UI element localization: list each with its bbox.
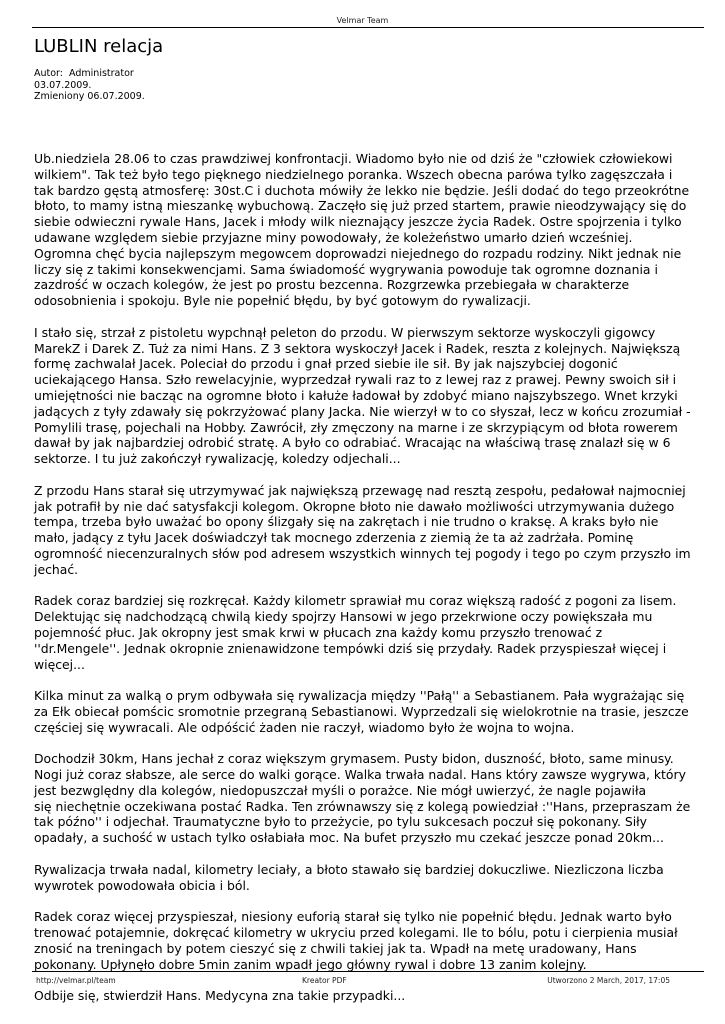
article-paragraph: Ub.niedziela 28.06 to czas prawdziwej konfrontacji. Wiadomo było nie od dziś że "człowiek człowiekowi wilkiem". Tak też było tego pięknego niedzielnego poranka. Wszech obecna parówa tylko zagęszczała i tak bardzo gęstą atmosferę: 30st.C i duchota mówiły że lekko nie będzie. Jeśli dodać do tego przeokrótne błoto, to mamy istną mieszankę wybuchową. Zaczęło się już przed startem, prawie nieodzywający się do siebie odwieczni rywale Hans, Jacek i młody wilk nieznający jeszcze życia Radek. Ostre spojrzenia i tylko udawane względem siebie przyjazne miny powodowały, że koleżeństwo umarło dzień wcześniej. Ogromna chęć bycia najlepszym megowcem doprowadzi niejednego do rozpadu rodziny. Nikt jednak nie liczy się z takimi konsekwencjami. Sama świadomość wygrywania powoduje tak ogromne doznania i zazdrość w oczach kolegów, że jest po prostu bezcenna. Rozgrzewka przebiegała w charakterze odosobnienia i spokoju. Byle nie popełnić błędu, by być gotowym do rywalizacji.	[34, 151, 690, 309]
article-paragraph: Rywalizacja trwała nadal, kilometry leciały, a błoto stawało się bardziej dokuczliwe. Niezliczona liczba wywrotek powodowała obicia i ból.	[34, 861, 664, 893]
article-body	[34, 151, 706, 1020]
footer-generator: Kreator PDF	[302, 976, 347, 985]
footer-divider	[32, 971, 704, 972]
article-paragraph: Radek coraz bardziej się rozkręcał. Każdy kilometr sprawiał mu coraz większą radość z pogoni za lisem. Delektując się nadchodzącą chwilą kiedy spojrzy Hansowi w jego przekrwione oczy powiększała mu pojemność płuc. Jak okropny jest smak krwi w płucach zna każdy komu przyszło trenować z ''dr.Mengele''. Jednak okropnie znienawidzone tempówki dziś się przydały. Radek przyspieszał więcej i więcej...	[34, 593, 677, 672]
header-divider	[32, 27, 704, 28]
article-date: 03.07.2009.	[34, 79, 92, 91]
article-meta	[34, 68, 145, 103]
article-paragraph: Dochodził 30km, Hans jechał z coraz większym grymasem. Pusty bidon, duszność, błoto, same minusy. Nogi już coraz słabsze, ale serce do walki gorące. Walka trwała nadal. Hans który zawsze wygrywa, który jest bezwględny dla kolegów, niedopuszczał myśli o porażce. Nie mógł uwierzyć, że nagle pojawiła się niechętnie oczekiwana postać Radka. Ten zrównawszy się z kolegą powiedział :''Hans, przepraszam że tak późno'' i odjechał. Traumatyczne było to przeżycie, po tylu sukcesach poczuł się pokonany. Siły opadały, a suchość w ustach tylko osłabiała moc. Na bufet przyszło mu czekać jeszcze ponad 20km...	[34, 751, 691, 846]
article-title: LUBLIN relacja	[34, 36, 164, 57]
article-paragraph: Radek coraz więcej przyspieszał, niesiony euforią starał się tylko nie popełnić błędu. Jednak warto było trenować potajemnie, dokręcać kilometry w ukryciu przed kolegami. Ile to bólu, potu i cierpienia musiał znosić na treningach by potem cieszyć się z chwili takiej jak ta. Wpadł na metę uradowany, Hans pokonany. Upłynęło dobre 5min zanim wpadł jego główny rywal i dobre 13 zanim kolejny.	[34, 909, 678, 972]
site-name-header: Velmar Team	[336, 16, 389, 25]
article-modified: Zmieniony 06.07.2009.	[34, 91, 145, 103]
footer-created-date: Utworzono 2 March, 2017, 17:05	[547, 976, 670, 985]
footer-url: http://velmar.pl/team	[36, 976, 116, 985]
article-paragraph: I stało się, strzał z pistoletu wypchnął peleton do przodu. W pierwszym sektorze wyskoczyli gigowcy MarekZ i Darek Z. Tuż za nimi Hans. Z 3 sektora wyskoczył Jacek i Radek, reszta z kolejnych. Największą formę zachwalał Jacek. Poleciał do przodu i gnał przed siebie ile sił. By jak najszybciej dogonić uciekającego Hansa. Szło rewelacyjnie, wyprzedzał rywali raz to z lewej raz z prawej. Pewny swoich sił i umiejętności nie bacząc na ogromne błoto i kałuże ładował by zdobyć miano najszybszego. Wnet krzyki jadących z tyły zdawały się pokrzyżować plany Jacka. Nie wierzył w to co słyszał, lecz w końcu zrozumiał - Pomylili trasę, pojechali na Hobby. Zawrócił, zły zmęczony na marne i ze skrzypiącym od błota rowerem dawał by jak najbardziej odrobić stratę. A było co odrabiać. Wracając na właściwą trasę znalazł się w 6 sektorze. I tu już zakończył rywalizację, koledzy odjechali...	[34, 324, 691, 467]
article-paragraph: Z przodu Hans starał się utrzymywać jak największą przewagę nad resztą zespołu, pedałował najmocniej jak potrafił by nie dać satysfakcji kolegom. Okropne błoto nie dawało możliwości utrzymywania dużego tempa, trzeba było uważać bo opony ślizgały się na zakrętach i nie trudno o kraksę. A kraks było nie mało, jadący z tyłu Jacek doświadczył tak mocnego zderzenia z ziemią że ta aż zadrżała. Pominę ogromność niecenzuralnych słów pod adresem wszystkich winnych tej pogody i tego po czym przyszło im jechać.	[34, 482, 691, 577]
article-paragraph: Kilka minut za walką o prym odbywała się rywalizacja między ''Pałą'' a Sebastianem. Pała wygrażając się za Ełk obiecał pomścic sromotnie przegraną Sebastianowi. Wyprzedzali się wielokrotnie na trasie, jeszcze częściej się wywracali. Ale odpóścić żaden nie raczył, wiadomo było że wojna to wojna.	[34, 688, 689, 735]
article-paragraph: Odbije się, stwierdził Hans. Medycyna zna takie przypadki...	[34, 988, 406, 1004]
article-author: Autor: Administrator	[34, 68, 134, 79]
